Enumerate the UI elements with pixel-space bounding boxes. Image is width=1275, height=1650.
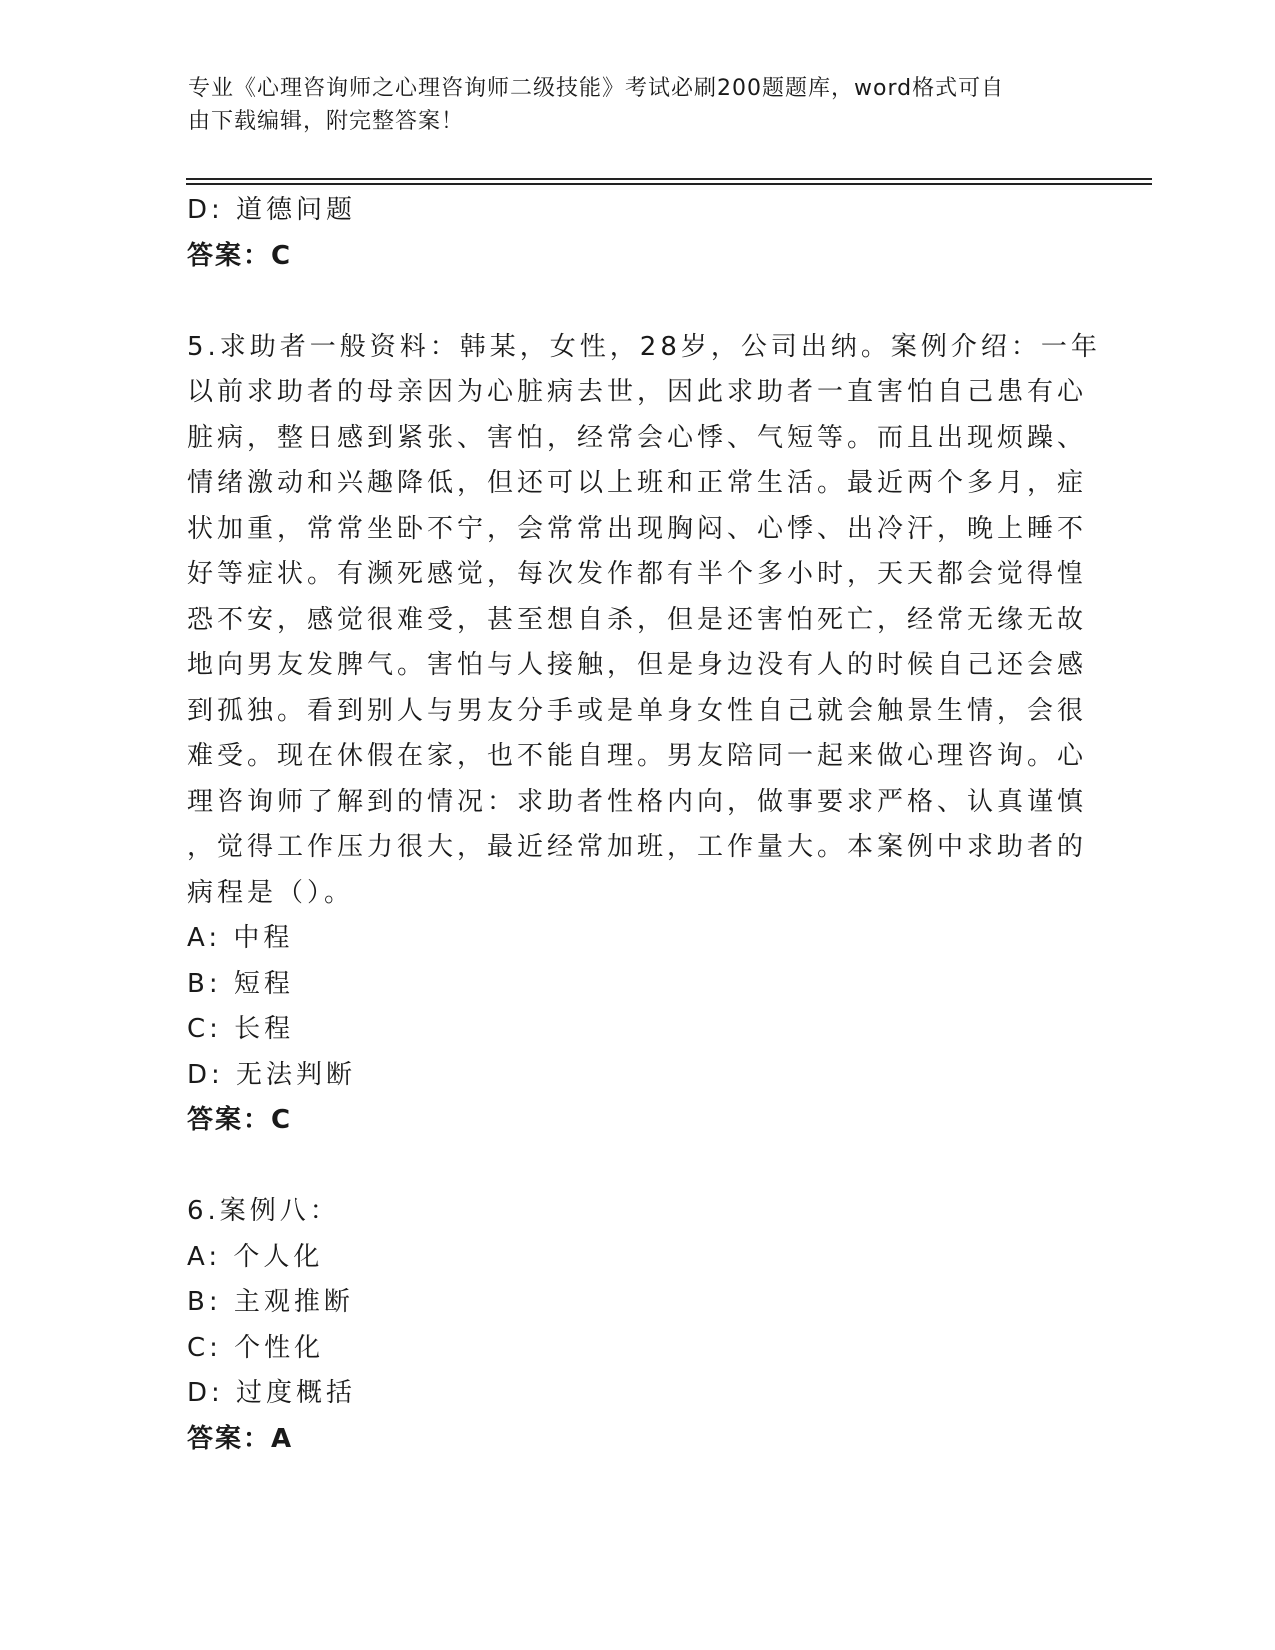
- question-5-line: 以前求助者的母亲因为心脏病去世，因此求助者一直害怕自己患有心: [187, 377, 1088, 407]
- question-5-line: 地向男友发脾气。害怕与人接触，但是身边没有人的时候自己还会感: [187, 650, 1088, 680]
- document-header: [188, 72, 1068, 138]
- question-5-option-a: A: 中程: [187, 923, 294, 953]
- header-rule-top: [186, 178, 1152, 180]
- question-5-line: ，觉得工作压力很大，最近经常加班，工作量大。本案例中求助者的: [187, 832, 1088, 862]
- question-5: [187, 325, 1101, 917]
- question-5-option-b: B: 短程: [187, 968, 294, 999]
- prev-answer: 答案：C: [187, 240, 293, 271]
- question-5-answer: 答案：C: [187, 1105, 293, 1135]
- question-6-title: 6.案例八：: [187, 1196, 340, 1226]
- header-line-2: 由下载编辑，附完整答案！: [188, 109, 465, 134]
- question-5-option-d: D: 无法判断: [187, 1059, 357, 1090]
- question-5-line: 5.求助者一般资料：韩某，女性，28岁，公司出纳。案例介绍：一年: [187, 331, 1101, 362]
- document-body: [187, 188, 1101, 1462]
- question-5-line: 脏病，整日感到紧张、害怕，经常会心悸、气短等。而且出现烦躁、: [187, 422, 1088, 453]
- question-5-line: 好等症状。有濒死感觉，每次发作都有半个多小时，天天都会觉得惶: [187, 559, 1088, 589]
- question-5-line: 恐不安，感觉很难受，甚至想自杀，但是还害怕死亡，经常无缘无故: [187, 604, 1088, 635]
- spacer: [187, 1144, 1067, 1190]
- question-6-option-a: A: 个人化: [187, 1241, 324, 1272]
- question-6-option-d: D: 过度概括: [187, 1378, 357, 1408]
- question-5-line: 状加重，常常坐卧不宁，会常常出现胸闷、心悸、出冷汗，晚上睡不: [187, 513, 1088, 544]
- header-line-1: 专业《心理咨询师之心理咨询师二级技能》考试必刷200题题库，word格式可自: [188, 76, 1005, 101]
- question-6-option-c: C: 个性化: [187, 1332, 325, 1363]
- question-5-line: 理咨询师了解到的情况：求助者性格内向，做事要求严格、认真谨慎: [187, 786, 1088, 817]
- spacer: [187, 279, 1067, 325]
- question-5-line: 病程是（）。: [187, 877, 355, 908]
- question-6-option-b: B: 主观推断: [187, 1287, 354, 1317]
- question-5-line: 到孤独。看到别人与男友分手或是单身女性自己就会触景生情，会很: [187, 695, 1088, 726]
- header-rule-bottom: [186, 183, 1152, 185]
- prev-option-d: D: 道德问题: [187, 195, 357, 225]
- question-5-line: 情绪激动和兴趣降低，但还可以上班和正常生活。最近两个多月，症: [187, 468, 1088, 498]
- question-6-answer: 答案：A: [187, 1423, 294, 1454]
- question-5-option-c: C: 长程: [187, 1014, 295, 1044]
- question-5-line: 难受。现在休假在家，也不能自理。男友陪同一起来做心理咨询。心: [187, 741, 1088, 771]
